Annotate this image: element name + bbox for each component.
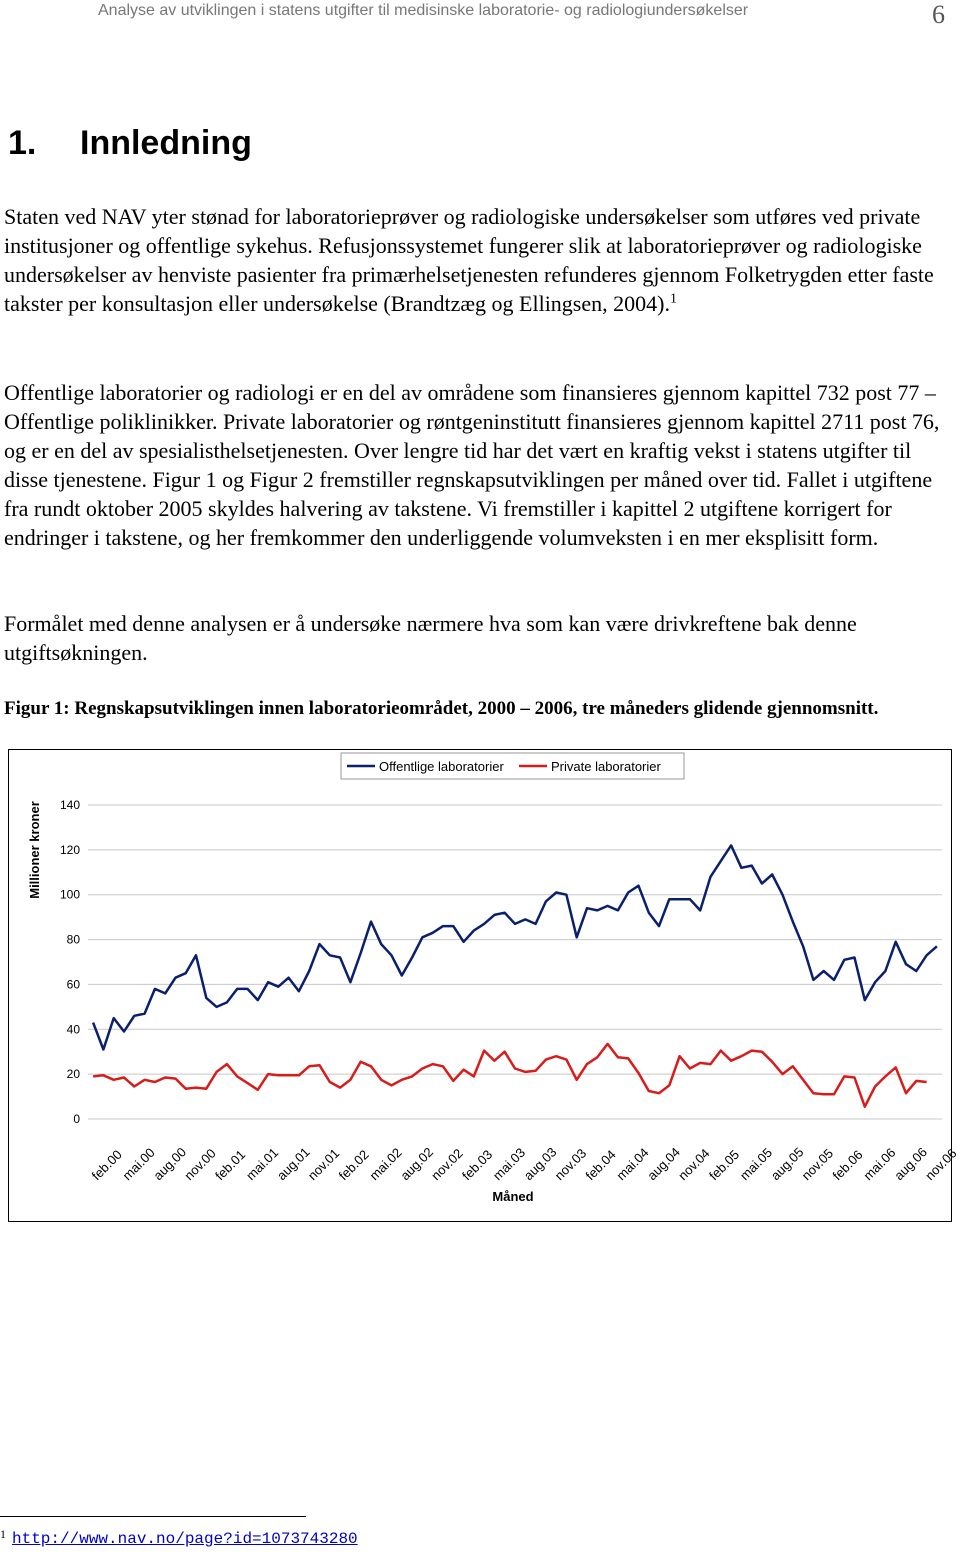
x-tick-label: aug.00 [150, 1144, 190, 1184]
x-tick-label: aug.03 [520, 1144, 560, 1184]
paragraph-financing: Offentlige laboratorier og radiologi er en del av områdene som finansieres gjennom kapittel 732 post 77 – Offentlige poliklinikker. Private laboratorier og røntgeninstitutt finansieres gjennom kapittel 2711 post 76, og er en del av spesialisthelsetjenesten. Over lengre tid har det vært en kraftig vekst i statens utgifter til disse tjenestene. Figur 1 og Figur 2 fremstiller regnskapsutviklingen per måned over tid. Fallet i utgiftene fra rundt oktober 2005 skyldes halvering av takstene. Vi fremstiller i kapittel 2 utgiftene korrigert for endringer i takstene, og her fremkommer den underliggende volumveksten i en mer eksplisitt form. [4, 380, 940, 550]
x-tick-label: nov.03 [551, 1145, 590, 1184]
running-header-title: Analyse av utviklingen i statens utgifter til medisinske laboratorie- og radiologiundersøkelser [98, 2, 749, 19]
footnote-reference[interactable]: 1 [669, 291, 677, 307]
x-tick-label: aug.02 [397, 1144, 437, 1184]
footnote-separator [0, 1516, 306, 1517]
figure-chart [8, 749, 960, 1222]
x-axis-title: Måned [492, 1189, 534, 1204]
x-tick-label: mai.04 [613, 1144, 652, 1184]
x-tick-label: mai.00 [119, 1144, 158, 1184]
y-tick-label: 60 [66, 977, 80, 992]
x-tick-label: aug.04 [644, 1144, 683, 1184]
x-tick-label: nov.00 [181, 1145, 219, 1184]
legend-label: Offentlige laboratorier [379, 759, 504, 774]
section-heading [8, 124, 252, 163]
x-tick-label: mai.01 [242, 1144, 282, 1184]
x-tick-label: feb.06 [829, 1146, 866, 1184]
x-tick-label: feb.00 [88, 1146, 125, 1184]
paragraph-intro-text: Staten ved NAV yter stønad for laboratorieprøver og radiologiske undersøkelser som utføres ved private institusjoner og offentlige sykehus. Refusjonssystemet fungerer slik at laboratorieprøver og radiologiske undersøkelser av henviste pasienter fra primærhelsetjenesten refunderes gjennom Folketrygden etter faste takster per konsultasjon eller undersøkelse (Brandtzæg og Ellingsen, 2004). [4, 204, 934, 316]
x-tick-label: mai.05 [736, 1144, 776, 1184]
series-line [93, 1044, 927, 1107]
legend-label: Private laboratorier [551, 759, 661, 774]
paragraph-intro [4, 202, 954, 318]
series-line [93, 845, 937, 1049]
x-tick-label: aug.06 [891, 1144, 930, 1184]
footnote [0, 1527, 358, 1548]
x-tick-label: feb.02 [335, 1146, 372, 1184]
x-tick-label: nov.01 [304, 1145, 343, 1184]
x-tick-label: aug.05 [767, 1144, 807, 1184]
figure-caption: Figur 1: Regnskapsutviklingen innen laboratorieområdet, 2000 – 2006, tre måneders glidende gjennomsnitt. [4, 698, 879, 719]
x-tick-label: feb.05 [706, 1146, 743, 1184]
x-tick-label: feb.03 [459, 1146, 496, 1184]
x-tick-label: mai.06 [860, 1144, 899, 1184]
x-tick-label: mai.03 [489, 1144, 529, 1184]
line-chart [9, 750, 960, 1223]
x-tick-label: feb.04 [582, 1146, 619, 1184]
section-number: 1. [8, 124, 37, 162]
x-tick-label: nov.05 [798, 1145, 837, 1184]
page-header [0, 0, 960, 34]
y-tick-label: 20 [66, 1067, 80, 1082]
x-tick-label: feb.01 [212, 1146, 249, 1184]
y-tick-label: 140 [59, 798, 80, 812]
x-tick-label: nov.04 [675, 1145, 713, 1184]
paragraph-purpose: Formålet med denne analysen er å undersøke nærmere hva som kan være drivkreftene bak denne utgiftsøkningen. [4, 611, 857, 665]
footnote-link[interactable]: http://www.nav.no/page?id=1073743280 [12, 1530, 358, 1548]
y-axis-title: Millioner kroner [27, 801, 42, 899]
x-tick-label: mai.02 [366, 1144, 405, 1184]
y-tick-label: 120 [59, 842, 80, 857]
page-number: 6 [932, 0, 945, 29]
footnote-mark: 1 [0, 1527, 6, 1541]
x-tick-label: nov.02 [428, 1145, 466, 1184]
section-title: Innledning [80, 124, 252, 162]
y-tick-label: 100 [59, 887, 80, 902]
y-tick-label: 0 [73, 1112, 80, 1126]
y-tick-label: 40 [66, 1022, 80, 1037]
x-tick-label: nov.06 [922, 1145, 960, 1184]
y-tick-label: 80 [66, 932, 80, 947]
x-tick-label: aug.01 [273, 1144, 313, 1184]
